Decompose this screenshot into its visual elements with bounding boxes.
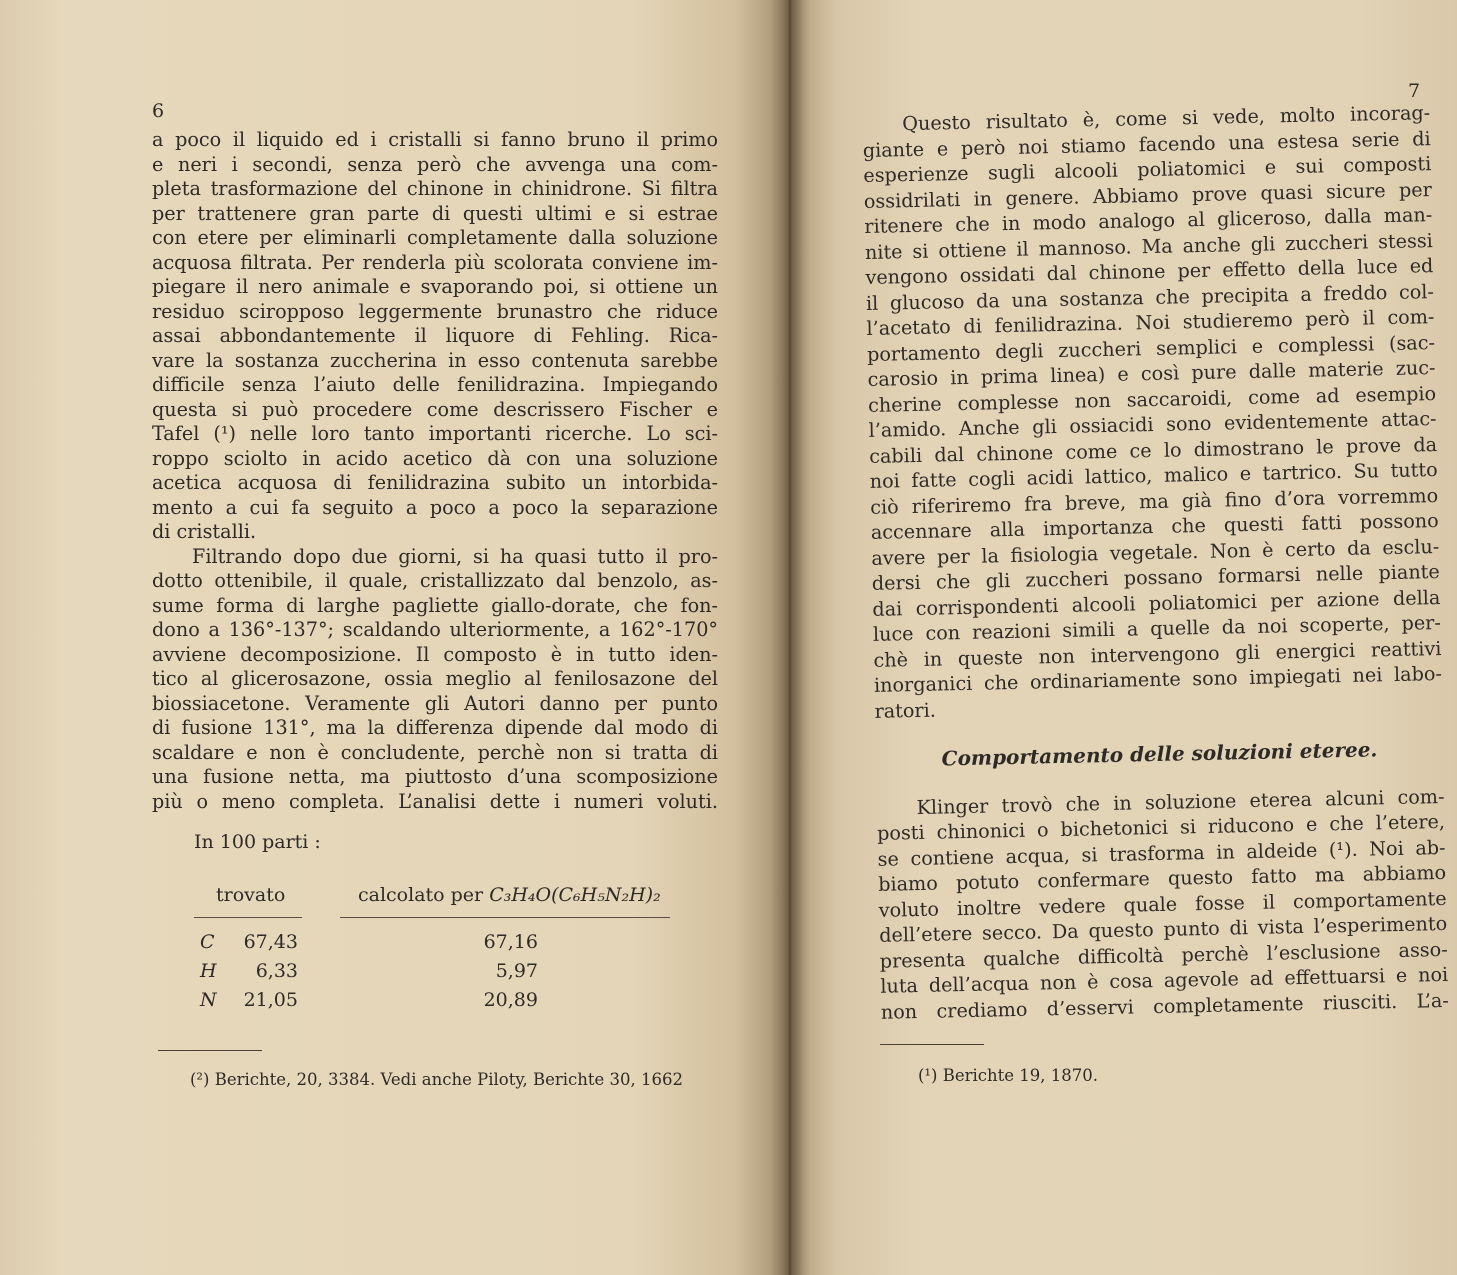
text-line: dotto ottenibile, il quale, cristallizzato dal benzolo, as- [152, 569, 718, 592]
text-line: con etere per eliminarli completamente dalla soluzione [152, 226, 718, 249]
text-line: di fusione 131°, ma la differenza dipende dal modo di [152, 716, 718, 739]
text-line: cherine complesse non saccaroidi, come ad esempio [867, 381, 1437, 417]
header-rule-found [194, 917, 302, 918]
header-calculated [358, 884, 661, 906]
text-line: l’acetato di fenilidrazina. Noi studieremo però il com- [866, 305, 1435, 340]
page-number-right: 7 [1408, 80, 1421, 102]
text-line: avere per la fisiologia vegetale. Non è certo da esclu- [871, 534, 1440, 570]
text-line: acquosa filtrata. Per renderla più scolorata conviene im- [152, 250, 718, 274]
right-paragraph-1 [862, 100, 1443, 724]
text-line: ritenere che in modo analogo al gliceroso, dalla man- [864, 203, 1433, 238]
text-line: se contiene acqua, si trasforma in aldeide (¹). Noi ab- [877, 835, 1446, 871]
text-line: roppo sciolto in acido acetico dà con una soluzione [152, 446, 718, 470]
text-line: giante e però noi stiamo facendo una estesa serie di [862, 126, 1431, 162]
text-line: cabili dal chinone come ce lo dimostrano le prove da [868, 432, 1438, 468]
text-line: a poco il liquido ed i cristalli si fanno bruno il primo [152, 128, 718, 151]
text-line: non crediamo d’esservi completamente riusciti. L’a- [880, 988, 1449, 1024]
text-line: noi fatte cogli acidi lattico, malico e tartrico. Su tutto [869, 458, 1438, 493]
text-line: mento a cui fa seguito a poco a poco la separazione [152, 495, 718, 519]
text-line: biamo potuto confermare questo fatto ma abbiamo [877, 860, 1447, 896]
header-calculated-label: calcolato per [358, 884, 484, 906]
footnote-rule-left [158, 1050, 262, 1051]
text-line: luta dell’acqua non è cosa agevole ad effettuarsi e noi [880, 962, 1449, 998]
text-line: biossiacetone. Veramente gli Autori danno per punto [152, 691, 718, 715]
text-line: ossidrilati in genere. Abbiamo prove quasi sicure per [863, 177, 1432, 213]
text-line: Tafel (¹) nelle loro tanto importanti ricerche. Lo sci- [152, 422, 718, 445]
text-line: per trattenere gran parte di questi ultimi e si estrae [152, 201, 718, 225]
found-value: 21,05 [243, 989, 298, 1011]
right-paragraph-2 [876, 783, 1449, 1024]
left-paragraph-2 [152, 545, 718, 815]
header-found: trovato [216, 884, 286, 906]
text-line: e neri i secondi, senza però che avvenga una com- [152, 152, 718, 176]
text-line: residuo sciropposo leggermente brunastro che riduce [152, 299, 718, 323]
text-line: carosio in prima linea) e così pure dalle materie zuc- [867, 356, 1436, 391]
section-heading: Comportamento delle soluzioni eteree. [941, 737, 1378, 771]
text-line: Questo risultato è, come si vede, molto incorag- [902, 101, 1431, 136]
in-100-parts-label: In 100 parti : [194, 831, 321, 853]
element-symbol: H [200, 960, 217, 982]
text-line: tico al glicerosazone, ossia meglio al fenilosazone del [152, 667, 718, 690]
text-line: dai corrispondenti alcooli poliatomici per azione della [872, 585, 1441, 621]
page-number-left: 6 [152, 100, 165, 122]
text-line: l’amido. Anche gli ossiacidi sono evidentemente attac- [868, 407, 1437, 442]
text-line: pleta trasformazione del chinone in chinidrone. Si filtra [152, 177, 718, 200]
header-rule-calculated [340, 917, 670, 918]
text-line: portamento degli zuccheri semplici e complessi (sac- [866, 330, 1436, 366]
text-line: luce con reazioni simili a quelle da noi scoperte, per- [872, 610, 1442, 646]
text-line: ciò riferiremo fra breve, ma già fino d’ora vorremmo [870, 483, 1439, 519]
text-line: nite si ottiene il mannoso. Ma anche gli zuccheri stessi [864, 228, 1434, 264]
footnote-right: (¹) Berichte 19, 1870. [918, 1066, 1099, 1085]
found-value: 67,43 [243, 931, 298, 953]
text-line: Klinger trovò che in soluzione eterea alcuni com- [916, 784, 1445, 819]
text-line: Filtrando dopo due giorni, si ha quasi tutto il pro- [192, 544, 718, 568]
text-line: esperienze sugli alcooli poliatomici e sui composti [863, 152, 1432, 187]
calculated-value: 5,97 [495, 960, 538, 982]
footnote-rule-right [880, 1044, 984, 1045]
element-symbol: N [200, 989, 217, 1011]
text-line: questa si può procedere come descrissero Fischer e [152, 397, 718, 421]
left-body-text [152, 128, 718, 814]
text-line: presenta qualche difficoltà perchè l’esclusione asso- [879, 937, 1448, 973]
text-line: vengono ossidati dal chinone per effetto della luce ed [865, 254, 1434, 289]
text-line: il glucoso da una sostanza che precipita a freddo col- [865, 279, 1435, 315]
text-line: ratori. [874, 698, 937, 723]
calculated-value: 20,89 [483, 989, 538, 1011]
text-line: dersi che gli zuccheri possano formarsi nelle piante [871, 560, 1440, 595]
text-line: posti chinonici o bichetonici si riducono e che l’etere, [876, 809, 1446, 845]
text-line: sume forma di larghe pagliette giallo-dorate, che fon- [152, 593, 718, 617]
found-value: 6,33 [255, 960, 298, 982]
text-line: piegare il nero animale e svaporando poi, si ottiene un [152, 275, 718, 298]
text-line: avviene decomposizione. Il composto è in tutto iden- [152, 642, 718, 666]
text-line: acetica acquosa di fenilidrazina subito un intorbida- [152, 471, 718, 494]
text-line: una fusione netta, ma piuttosto d’una scomposizione [152, 765, 718, 788]
text-line: più o meno completa. L’analisi dette i numeri voluti. [152, 789, 718, 813]
table-row [190, 989, 720, 1015]
text-line: dell’etere secco. Da questo punto di vista l’esperimento [879, 911, 1448, 947]
footnote-left: (²) Berichte, 20, 3384. Vedi anche Piloty, Berichte 30, 1662 [190, 1070, 683, 1089]
text-line: chè in queste non intervengono gli energici reattivi [873, 636, 1442, 672]
text-line: dono a 136°-137°; scaldando ulteriormente, a 162°-170° [152, 618, 718, 641]
right-body-text [862, 100, 1449, 1025]
element-symbol: C [200, 931, 215, 953]
text-line: vare la sostanza zuccherina in esso contenuta sarebbe [152, 348, 718, 372]
text-line: voluto inoltre vedere quale fosse il comportamente [878, 886, 1447, 922]
text-line: scaldare e non è concludente, perchè non si tratta di [152, 740, 718, 764]
table-row [190, 931, 720, 957]
text-line: di cristalli. [152, 520, 257, 543]
table-row [190, 960, 720, 986]
formula: C₃H₄O(C₆H₅N₂H)₂ [489, 884, 661, 906]
left-paragraph-1 [152, 128, 718, 545]
text-line: accennare alla importanza che questi fatti possono [870, 509, 1439, 544]
book-gutter [770, 0, 810, 1275]
text-line: inorganici che ordinariamente sono impiegati nei labo- [873, 661, 1443, 697]
text-line: assai abbondantemente il liquore di Fehling. Rica- [152, 324, 718, 347]
text-line: difficile senza l’aiuto delle fenilidrazina. Impiegando [152, 373, 718, 396]
calculated-value: 67,16 [483, 931, 538, 953]
